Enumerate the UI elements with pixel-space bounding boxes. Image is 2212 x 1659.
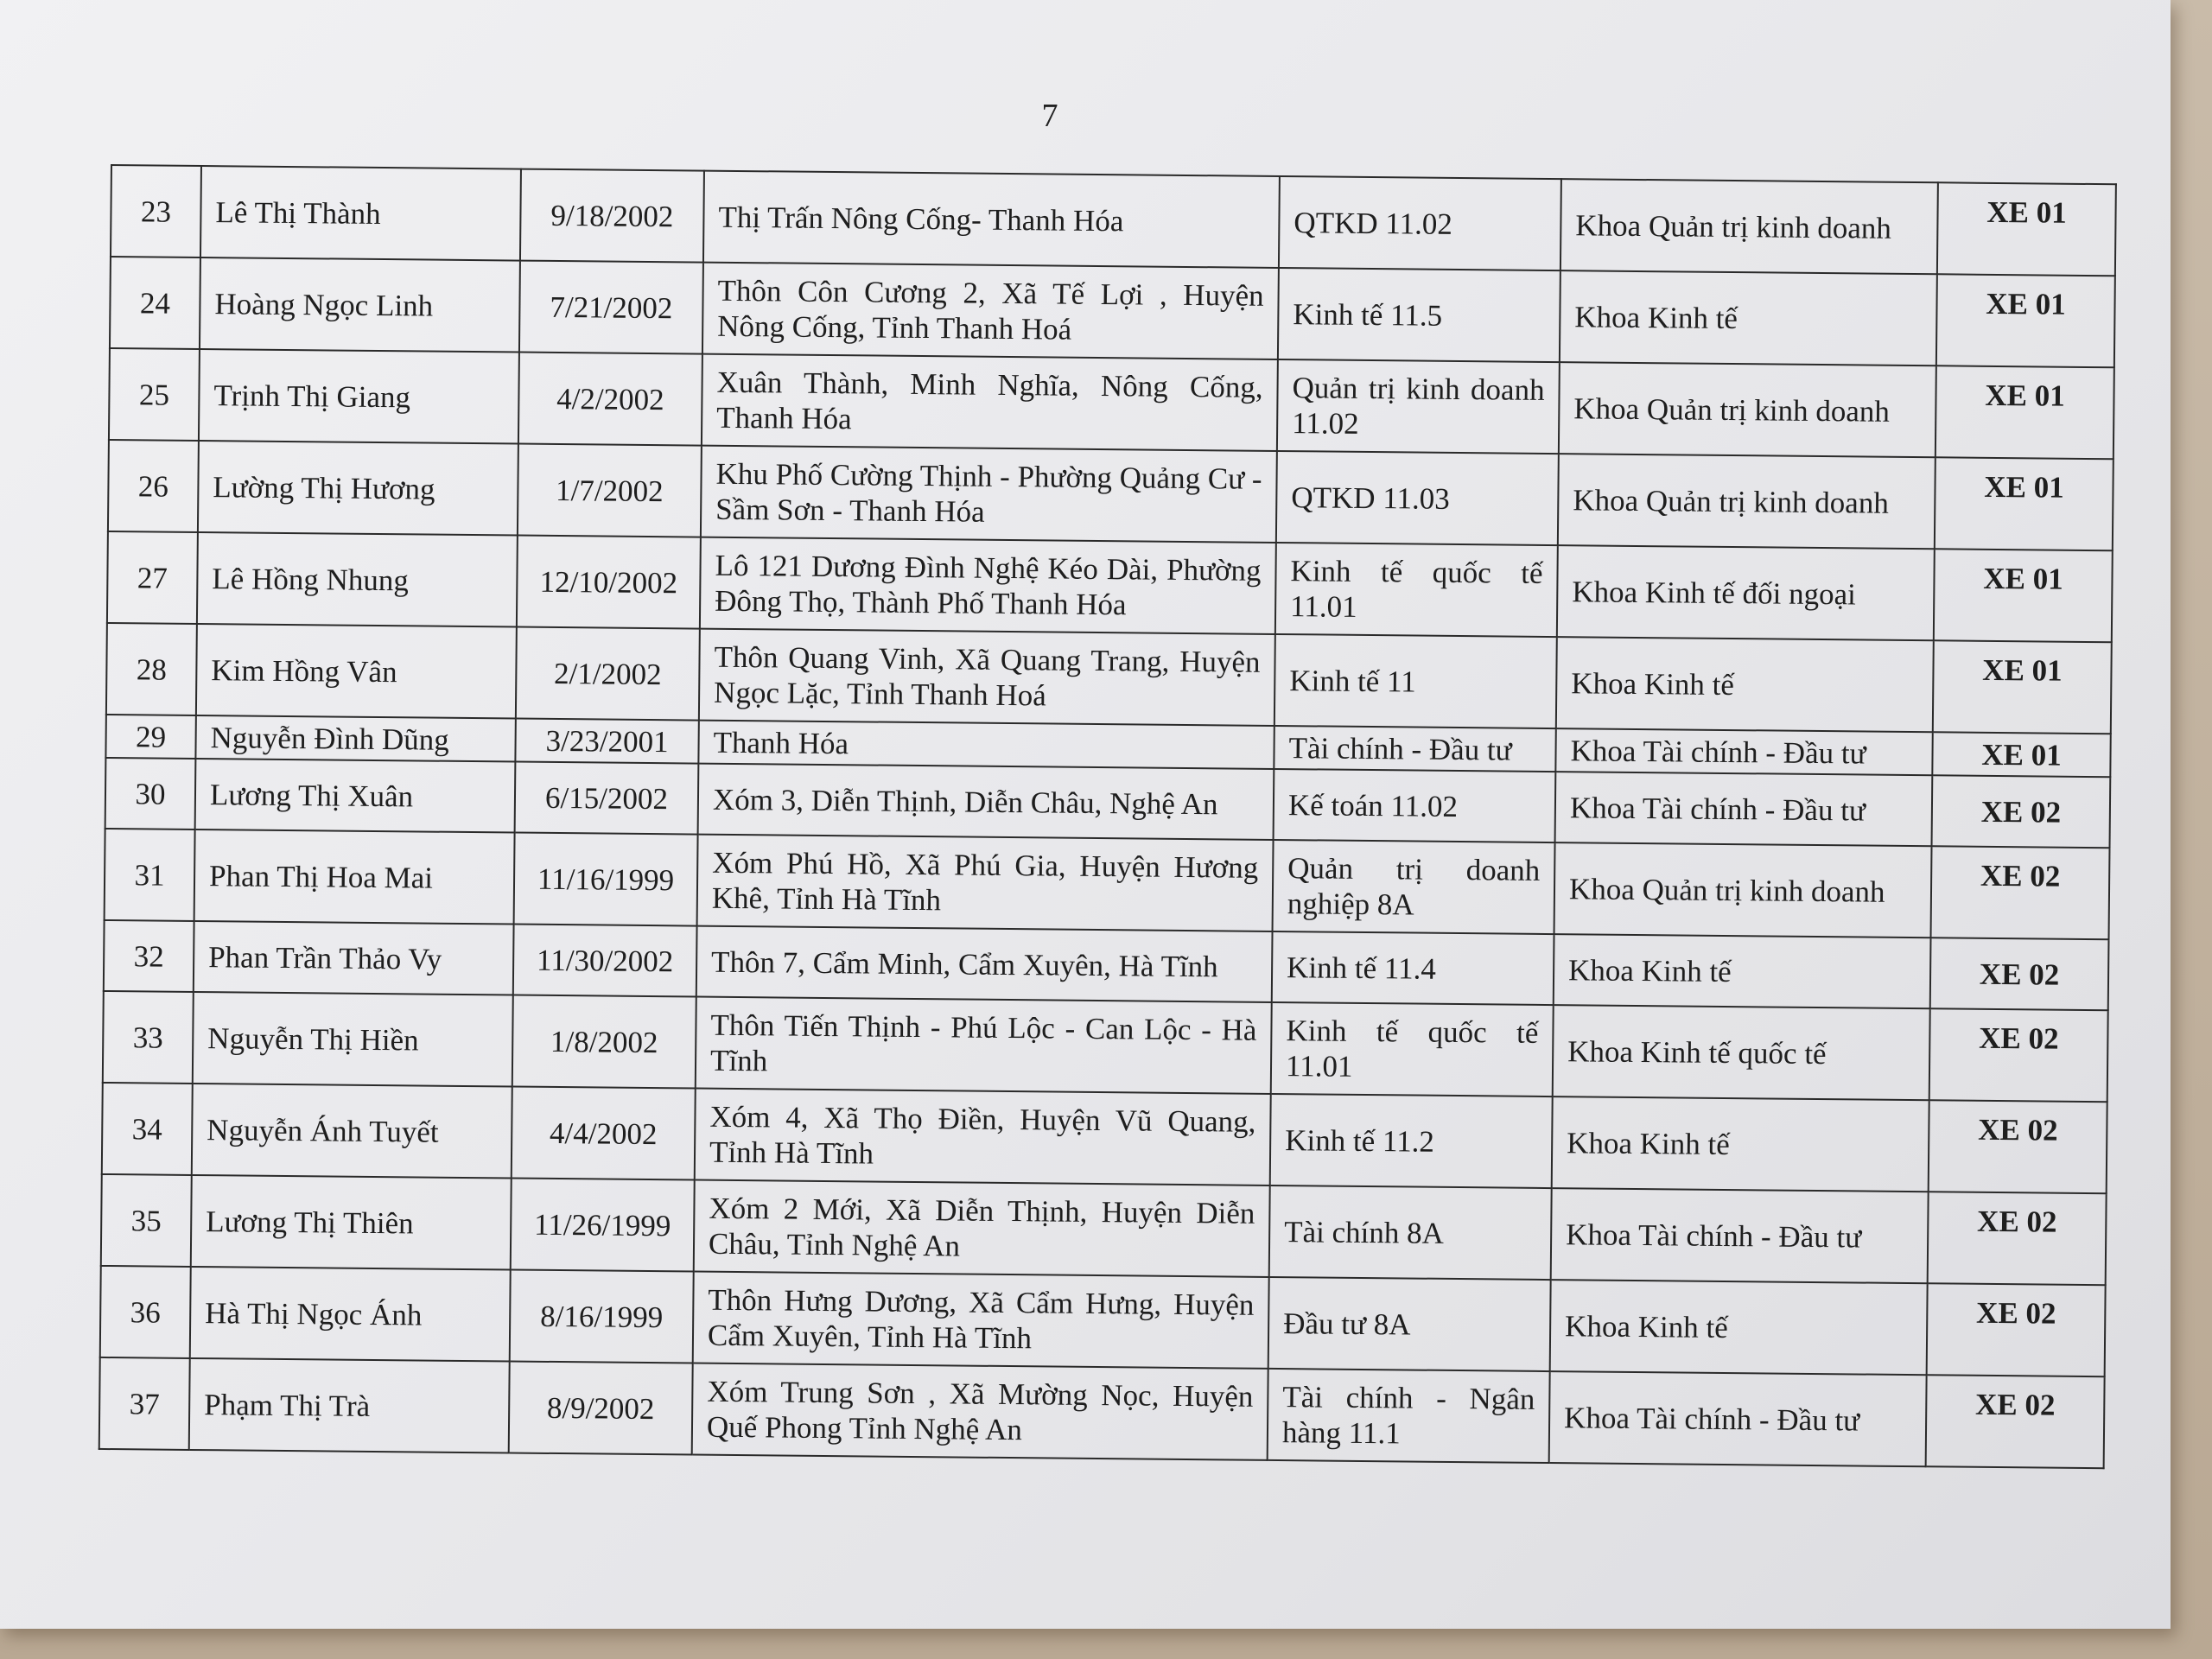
cell-dob: 11/30/2002 xyxy=(513,925,697,997)
table-row xyxy=(99,1357,2105,1468)
cell-name: Lê Hồng Nhung xyxy=(197,532,518,627)
cell-stt: 37 xyxy=(99,1357,190,1450)
cell-address: Xóm 4, Xã Thọ Điền, Huyện Vũ Quang, Tỉnh Hà Tĩnh xyxy=(695,1089,1271,1185)
cell-stt: 32 xyxy=(104,920,194,992)
cell-dob: 6/15/2002 xyxy=(515,762,699,835)
cell-name: Phan Trần Thảo Vy xyxy=(194,921,514,995)
cell-address: Thôn Côn Cương 2, Xã Tế Lợi , Huyện Nông Cống, Tỉnh Thanh Hoá xyxy=(702,263,1279,359)
cell-stt: 29 xyxy=(105,715,195,759)
cell-address: Thanh Hóa xyxy=(698,721,1274,769)
cell-bus: XE 02 xyxy=(1932,775,2111,848)
cell-bus: XE 02 xyxy=(1929,1100,2107,1193)
cell-name: Phan Thị Hoa Mai xyxy=(194,830,515,925)
cell-stt: 31 xyxy=(105,829,195,921)
cell-class: Kinh tế 11.4 xyxy=(1272,931,1554,1005)
cell-address: Thôn Hưng Dương, Xã Cẩm Hưng, Huyện Cẩm Xuyên, Tỉnh Hà Tĩnh xyxy=(693,1272,1269,1369)
cell-department: Khoa Tài chính - Đầu tư xyxy=(1555,728,1932,775)
cell-stt: 33 xyxy=(103,991,194,1084)
cell-class: Quản trị doanh nghiệp 8A xyxy=(1273,840,1555,934)
table-body xyxy=(99,165,2116,1468)
cell-bus: XE 01 xyxy=(1937,182,2116,276)
page-number: 7 xyxy=(1041,98,1058,134)
cell-class: Tài chính 8A xyxy=(1269,1185,1552,1280)
cell-name: Nguyễn Ánh Tuyết xyxy=(192,1084,512,1179)
cell-address: Thôn Tiến Thịnh - Phú Lộc - Can Lộc - Hà Tĩnh xyxy=(696,997,1272,1094)
cell-dob: 3/23/2001 xyxy=(515,719,698,764)
cell-department: Khoa Quản trị kinh doanh xyxy=(1559,362,1936,457)
cell-bus: XE 01 xyxy=(1936,365,2114,459)
student-table xyxy=(99,164,2117,1469)
cell-class: Kinh tế 11.5 xyxy=(1278,268,1560,362)
cell-class: Kinh tế 11 xyxy=(1274,634,1557,728)
cell-dob: 8/16/1999 xyxy=(510,1270,694,1363)
cell-name: Phạm Thị Trà xyxy=(189,1358,510,1453)
cell-bus: XE 02 xyxy=(1931,846,2110,939)
cell-bus: XE 02 xyxy=(1928,1192,2107,1285)
cell-bus: XE 02 xyxy=(1930,938,2109,1010)
cell-department: Khoa Kinh tế xyxy=(1560,270,1937,365)
cell-address: Xóm 3, Diễn Thịnh, Diễn Châu, Nghệ An xyxy=(698,764,1274,840)
cell-bus: XE 01 xyxy=(1933,640,2112,734)
cell-address: Xuân Thành, Minh Nghĩa, Nông Cống, Thanh Hóa xyxy=(702,354,1278,451)
cell-address: Thị Trấn Nông Cống- Thanh Hóa xyxy=(703,171,1280,268)
cell-address: Khu Phố Cường Thịnh - Phường Quảng Cư - Sầm Sơn - Thanh Hóa xyxy=(701,446,1277,543)
cell-dob: 2/1/2002 xyxy=(516,627,700,721)
cell-department: Khoa Kinh tế xyxy=(1550,1280,1928,1375)
cell-class: Tài chính - Đầu tư xyxy=(1274,726,1555,772)
cell-dob: 11/26/1999 xyxy=(511,1179,695,1272)
cell-dob: 11/16/1999 xyxy=(514,833,698,926)
cell-stt: 26 xyxy=(108,440,199,532)
cell-address: Thôn Quang Vinh, Xã Quang Trang, Huyện Ngọc Lặc, Tỉnh Thanh Hoá xyxy=(699,629,1275,726)
cell-department: Khoa Tài chính - Đầu tư xyxy=(1549,1371,1927,1466)
cell-name: Nguyễn Đình Dũng xyxy=(195,715,515,762)
cell-department: Khoa Quản trị kinh doanh xyxy=(1554,842,1932,938)
cell-stt: 35 xyxy=(101,1174,192,1267)
cell-class: Quản trị kinh doanh 11.02 xyxy=(1277,359,1560,454)
cell-dob: 4/2/2002 xyxy=(518,353,702,446)
cell-name: Lương Thị Xuân xyxy=(195,759,516,833)
cell-department: Khoa Tài chính - Đầu tư xyxy=(1555,772,1933,846)
cell-name: Hoàng Ngọc Linh xyxy=(200,257,520,353)
cell-dob: 1/7/2002 xyxy=(518,444,702,537)
cell-department: Khoa Kinh tế xyxy=(1556,637,1934,732)
cell-bus: XE 01 xyxy=(1934,549,2113,642)
cell-stt: 34 xyxy=(102,1083,193,1175)
cell-class: Kinh tế quốc tế 11.01 xyxy=(1275,543,1558,637)
cell-bus: XE 02 xyxy=(1929,1008,2108,1102)
cell-address: Xóm 2 Mới, Xã Diễn Thịnh, Huyện Diễn Châu, Tỉnh Nghệ An xyxy=(694,1180,1270,1277)
cell-dob: 9/18/2002 xyxy=(520,169,704,263)
cell-dob: 7/21/2002 xyxy=(519,261,703,354)
cell-name: Nguyễn Thị Hiền xyxy=(193,992,513,1087)
cell-class: Kinh tế 11.2 xyxy=(1270,1094,1553,1188)
cell-dob: 1/8/2002 xyxy=(512,995,696,1089)
cell-department: Khoa Tài chính - Đầu tư xyxy=(1551,1188,1929,1283)
cell-dob: 4/4/2002 xyxy=(512,1087,696,1180)
cell-stt: 36 xyxy=(100,1266,191,1358)
cell-class: Kế toán 11.02 xyxy=(1274,769,1556,842)
cell-stt: 24 xyxy=(110,257,200,349)
cell-class: Đầu tư 8A xyxy=(1268,1277,1551,1371)
cell-bus: XE 01 xyxy=(1935,457,2113,550)
cell-class: QTKD 11.03 xyxy=(1276,451,1559,545)
cell-bus: XE 01 xyxy=(1932,732,2110,777)
cell-class: Kinh tế quốc tế 11.01 xyxy=(1271,1002,1554,1096)
cell-address: Lô 121 Dương Đình Nghệ Kéo Dài, Phường Đông Thọ, Thành Phố Thanh Hóa xyxy=(700,537,1276,634)
cell-address: Xóm Phú Hồ, Xã Phú Gia, Huyện Hương Khê, Tỉnh Hà Tĩnh xyxy=(697,835,1274,931)
cell-class: QTKD 11.02 xyxy=(1279,176,1561,270)
cell-name: Lường Thị Hương xyxy=(198,441,518,536)
cell-name: Lê Thị Thành xyxy=(200,166,521,261)
cell-bus: XE 02 xyxy=(1927,1283,2106,1376)
cell-name: Trịnh Thị Giang xyxy=(199,349,519,444)
cell-department: Khoa Kinh tế đối ngoại xyxy=(1557,545,1935,640)
cell-name: Lương Thị Thiên xyxy=(191,1175,512,1270)
cell-name: Hà Thị Ngọc Ánh xyxy=(190,1267,511,1362)
cell-stt: 30 xyxy=(105,758,196,830)
cell-address: Xóm Trung Sơn , Xã Mường Nọc, Huyện Quế Phong Tỉnh Nghệ An xyxy=(692,1363,1268,1460)
cell-department: Khoa Kinh tế quốc tế xyxy=(1553,1005,1930,1100)
cell-bus: XE 01 xyxy=(1936,274,2115,367)
cell-dob: 8/9/2002 xyxy=(509,1361,693,1454)
cell-dob: 12/10/2002 xyxy=(517,536,701,629)
cell-department: Khoa Quản trị kinh doanh xyxy=(1558,454,1936,549)
cell-stt: 25 xyxy=(109,348,200,441)
cell-class: Tài chính - Ngân hàng 11.1 xyxy=(1268,1369,1550,1463)
cell-department: Khoa Kinh tế xyxy=(1554,934,1931,1008)
cell-department: Khoa Kinh tế xyxy=(1552,1096,1929,1192)
cell-bus: XE 02 xyxy=(1926,1375,2105,1468)
cell-address: Thôn 7, Cẩm Minh, Cẩm Xuyên, Hà Tĩnh xyxy=(696,926,1273,1002)
cell-department: Khoa Quản trị kinh doanh xyxy=(1560,179,1938,274)
cell-name: Kim Hồng Vân xyxy=(196,624,517,719)
cell-stt: 27 xyxy=(107,531,198,624)
cell-stt: 23 xyxy=(111,165,201,257)
cell-stt: 28 xyxy=(106,623,197,715)
